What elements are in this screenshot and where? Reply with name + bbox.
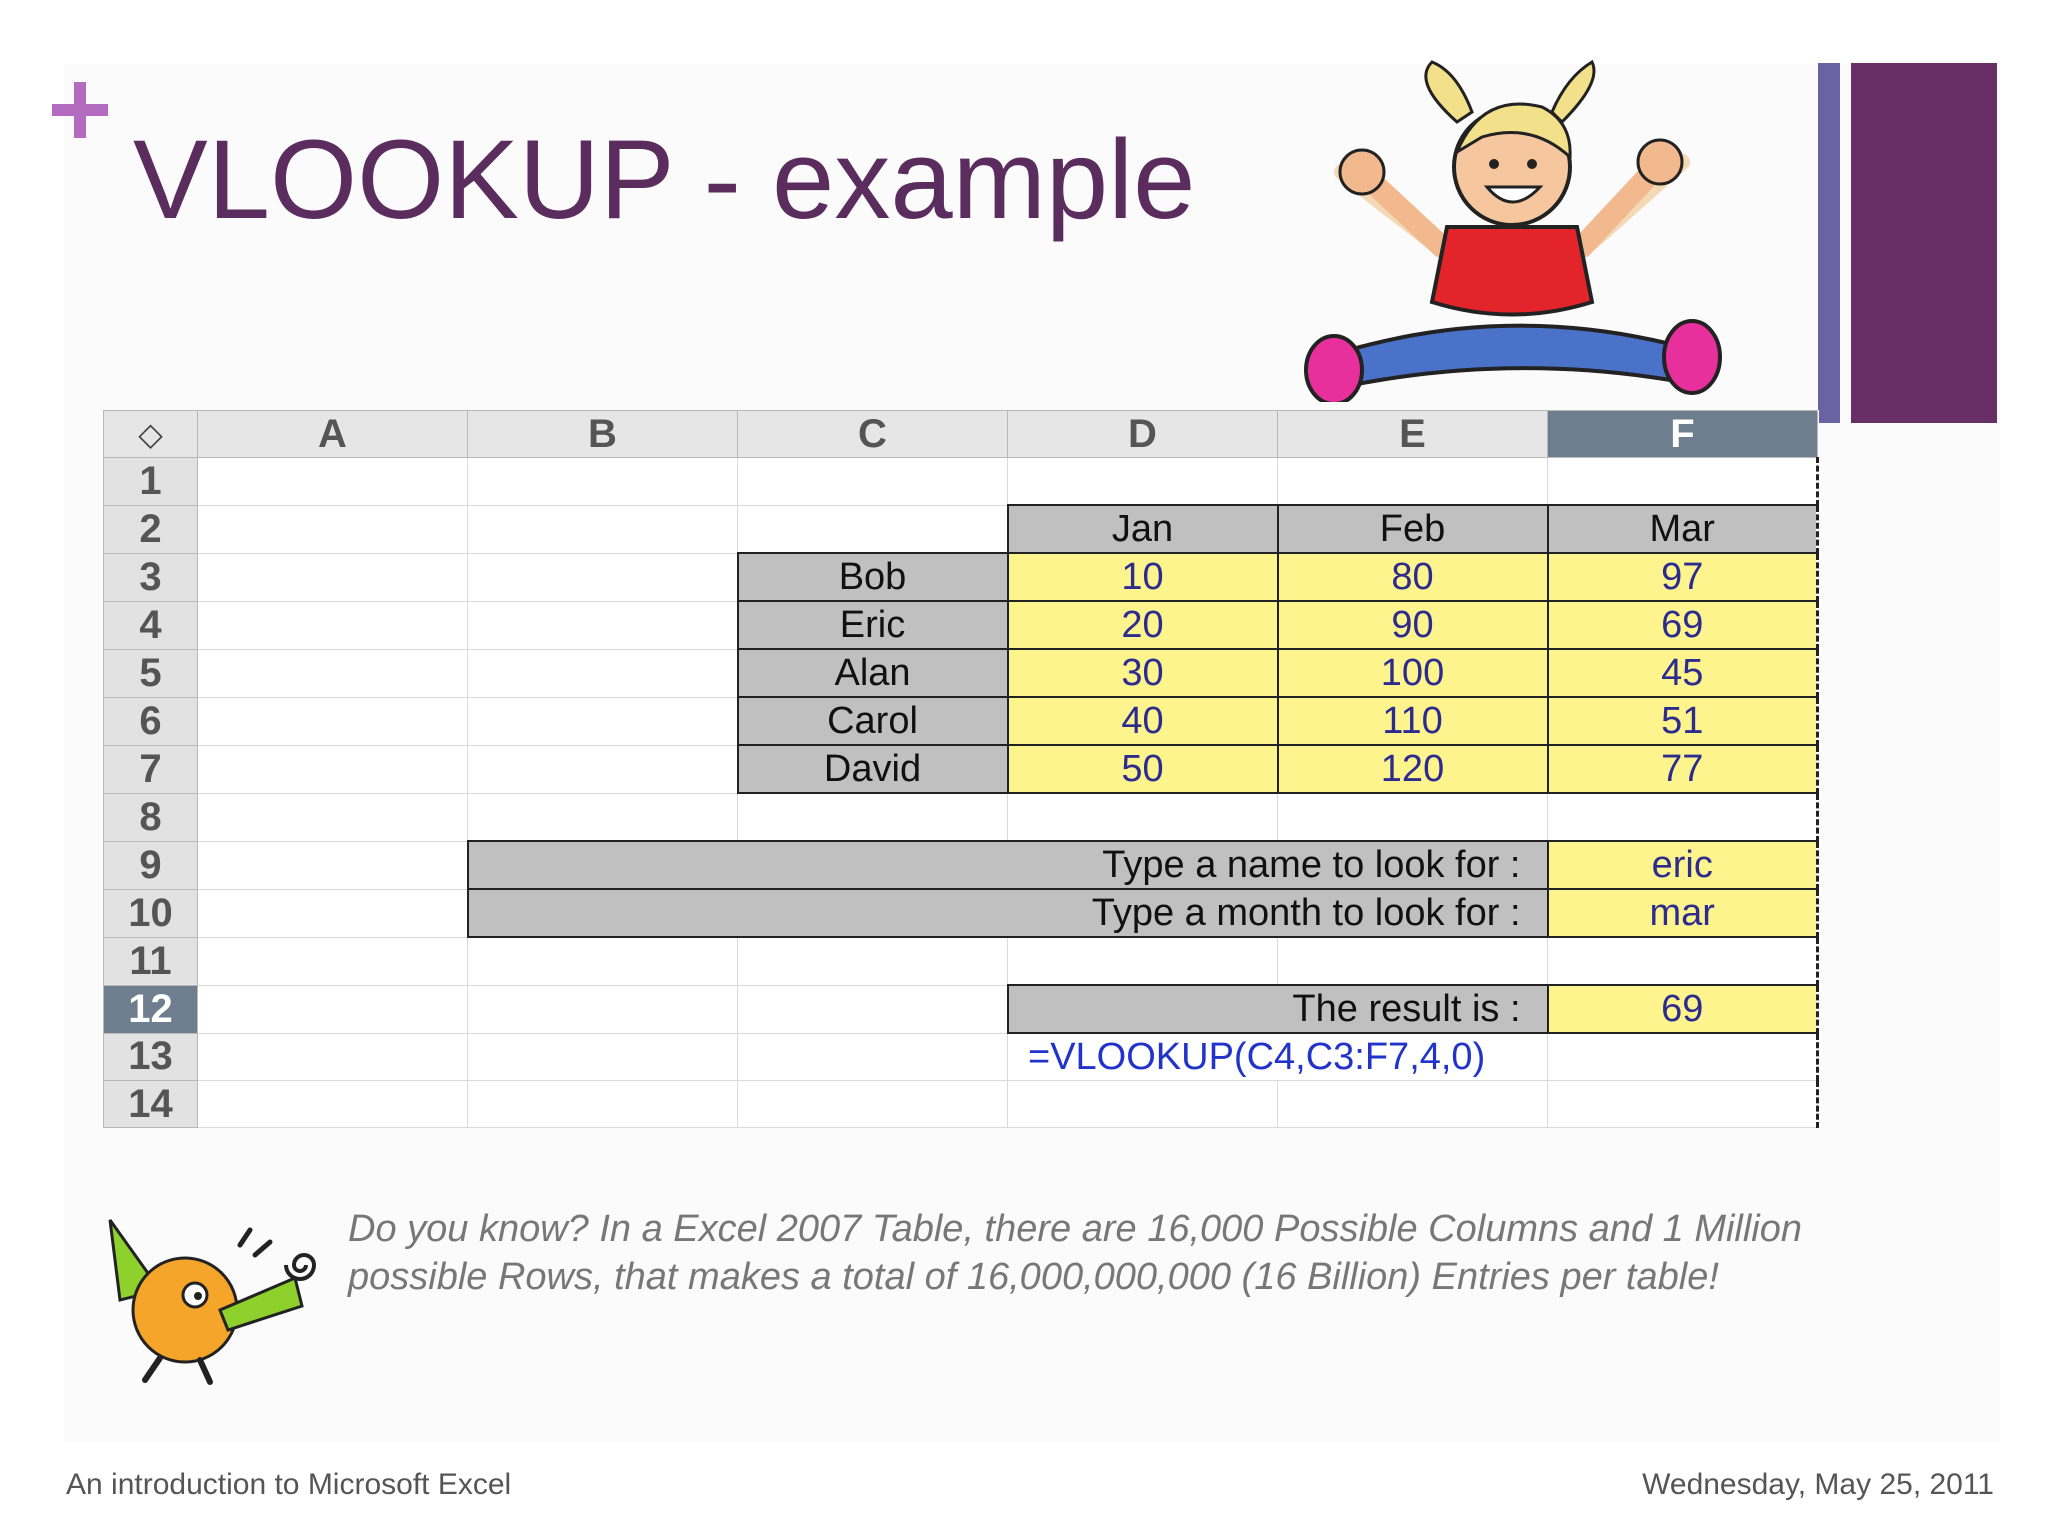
cell[interactable]	[1548, 937, 1818, 985]
column-header[interactable]: E	[1278, 411, 1548, 458]
name-prompt-cell[interactable]: Type a name to look for :	[468, 841, 1548, 889]
month-header-cell[interactable]: Jan	[1008, 505, 1278, 553]
cell[interactable]	[1278, 1081, 1548, 1128]
formula-text: =VLOOKUP(C4,C3:F7,4,0)	[1008, 1033, 1548, 1081]
column-header[interactable]: D	[1008, 411, 1278, 458]
name-cell[interactable]: Carol	[738, 697, 1008, 745]
column-header[interactable]: B	[468, 411, 738, 458]
cell[interactable]	[198, 937, 468, 985]
cell[interactable]	[468, 793, 738, 841]
value-cell[interactable]: 97	[1548, 553, 1818, 601]
did-you-know-note: Do you know? In a Excel 2007 Table, there are 16,000 Possible Columns and 1 Million possible Rows, that makes a total of 16,000,000,000 (16 Billion) Entries per table!	[348, 1208, 1803, 1298]
cell[interactable]	[738, 1033, 1008, 1081]
value-cell[interactable]: 110	[1278, 697, 1548, 745]
month-header-cell[interactable]: Mar	[1548, 505, 1818, 553]
row-header[interactable]: 1	[104, 458, 198, 506]
row-header[interactable]: 2	[104, 505, 198, 553]
cell[interactable]	[468, 985, 738, 1033]
row-header[interactable]: 7	[104, 745, 198, 793]
value-cell[interactable]: 40	[1008, 697, 1278, 745]
value-cell[interactable]: 80	[1278, 553, 1548, 601]
cell[interactable]	[198, 553, 468, 601]
party-horn-clipart	[100, 1210, 320, 1390]
month-input-cell[interactable]: mar	[1548, 889, 1818, 937]
cell[interactable]	[198, 1033, 468, 1081]
cell[interactable]	[198, 649, 468, 697]
name-cell[interactable]: David	[738, 745, 1008, 793]
cell[interactable]	[468, 601, 738, 649]
cell[interactable]	[198, 458, 468, 506]
cell[interactable]	[1008, 1081, 1278, 1128]
cell[interactable]	[1008, 793, 1278, 841]
value-cell[interactable]: 90	[1278, 601, 1548, 649]
cell[interactable]	[468, 649, 738, 697]
row-header[interactable]: 6	[104, 697, 198, 745]
cell[interactable]	[738, 985, 1008, 1033]
cell[interactable]	[738, 505, 1008, 553]
row-header-selected[interactable]: 12	[104, 985, 198, 1033]
cell[interactable]	[198, 889, 468, 937]
cell[interactable]	[738, 793, 1008, 841]
month-header-cell[interactable]: Feb	[1278, 505, 1548, 553]
column-header-selected[interactable]: F	[1548, 411, 1818, 458]
row-header[interactable]: 5	[104, 649, 198, 697]
cell[interactable]	[1548, 793, 1818, 841]
column-header[interactable]: A	[198, 411, 468, 458]
cell[interactable]	[198, 793, 468, 841]
value-cell[interactable]: 77	[1548, 745, 1818, 793]
cell[interactable]	[738, 458, 1008, 506]
cell[interactable]	[738, 1081, 1008, 1128]
column-header[interactable]: C	[738, 411, 1008, 458]
accent-bar-thin	[1818, 63, 1840, 423]
cell[interactable]	[468, 505, 738, 553]
name-input-cell[interactable]: eric	[1548, 841, 1818, 889]
name-cell[interactable]: Bob	[738, 553, 1008, 601]
cell[interactable]	[468, 1081, 738, 1128]
value-cell[interactable]: 120	[1278, 745, 1548, 793]
value-cell[interactable]: 30	[1008, 649, 1278, 697]
result-value-cell[interactable]: 69	[1548, 985, 1818, 1033]
cell[interactable]	[1278, 937, 1548, 985]
cell[interactable]	[198, 841, 468, 889]
value-cell[interactable]: 69	[1548, 601, 1818, 649]
result-label-cell[interactable]: The result is :	[1008, 985, 1548, 1033]
cell[interactable]	[468, 553, 738, 601]
footer-left: An introduction to Microsoft Excel	[66, 1468, 512, 1501]
row-header[interactable]: 11	[104, 937, 198, 985]
row-header[interactable]: 9	[104, 841, 198, 889]
cell[interactable]	[1008, 937, 1278, 985]
cell[interactable]	[1008, 458, 1278, 506]
value-cell[interactable]: 51	[1548, 697, 1818, 745]
row-header[interactable]: 3	[104, 553, 198, 601]
cell[interactable]	[468, 937, 738, 985]
value-cell[interactable]: 50	[1008, 745, 1278, 793]
cell[interactable]	[1548, 458, 1818, 506]
cell[interactable]	[468, 697, 738, 745]
row-header[interactable]: 4	[104, 601, 198, 649]
cell[interactable]	[1548, 1033, 1818, 1081]
cell[interactable]	[198, 697, 468, 745]
value-cell[interactable]: 10	[1008, 553, 1278, 601]
cell[interactable]	[198, 505, 468, 553]
cell[interactable]	[738, 937, 1008, 985]
cell[interactable]	[468, 1033, 738, 1081]
row-header[interactable]: 14	[104, 1081, 198, 1128]
jumping-girl-clipart	[1282, 52, 1742, 402]
row-header[interactable]: 10	[104, 889, 198, 937]
row-header[interactable]: 13	[104, 1033, 198, 1081]
cell[interactable]	[198, 601, 468, 649]
accent-bar-thick	[1851, 63, 1997, 423]
month-prompt-cell[interactable]: Type a month to look for :	[468, 889, 1548, 937]
cell[interactable]	[1278, 458, 1548, 506]
name-cell[interactable]: Alan	[738, 649, 1008, 697]
cell[interactable]	[198, 1081, 468, 1128]
name-cell[interactable]: Eric	[738, 601, 1008, 649]
row-header[interactable]: 8	[104, 793, 198, 841]
value-cell[interactable]: 45	[1548, 649, 1818, 697]
plus-icon	[52, 82, 108, 138]
slide-title: VLOOKUP - example	[133, 117, 1196, 242]
cell[interactable]	[468, 458, 738, 506]
select-all-icon[interactable]: ◇	[104, 411, 198, 458]
cell[interactable]	[1548, 1081, 1818, 1128]
value-cell[interactable]: 20	[1008, 601, 1278, 649]
spreadsheet-grid[interactable]	[103, 410, 1819, 1128]
footer-date: Wednesday, May 25, 2011	[1642, 1468, 1994, 1501]
cell[interactable]	[1278, 793, 1548, 841]
cell[interactable]	[198, 745, 468, 793]
value-cell[interactable]: 100	[1278, 649, 1548, 697]
cell[interactable]	[468, 745, 738, 793]
cell[interactable]	[198, 985, 468, 1033]
